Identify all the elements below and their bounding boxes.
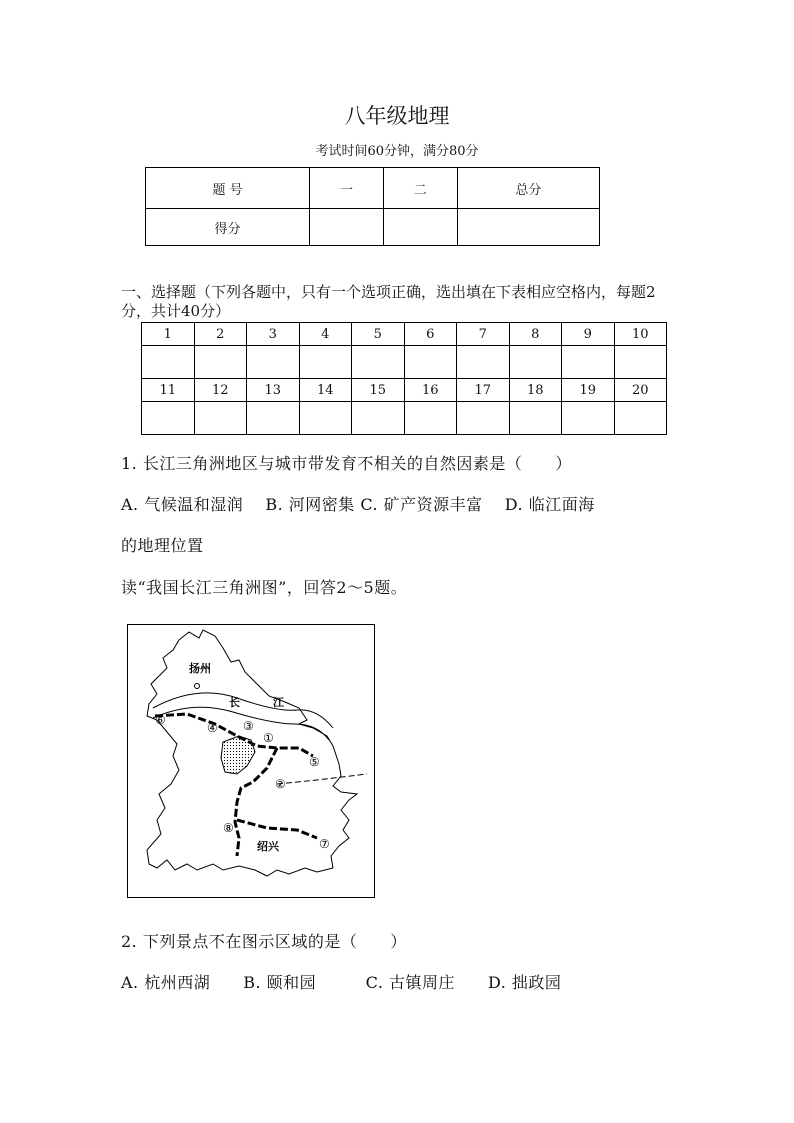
question-number: 2 — [194, 323, 247, 346]
reading-instruction: 读“我国长江三角洲图”，回答2～5题。 — [121, 578, 408, 597]
answer-cell[interactable] — [614, 402, 667, 435]
answer-cell[interactable] — [142, 402, 195, 435]
question-2-options: A. 杭州西湖 B. 颐和园 C. 古镇周庄 D. 拙政园 — [121, 973, 562, 992]
answer-cell[interactable] — [299, 346, 352, 379]
map-label-jiang: 江 — [273, 696, 284, 709]
question-number: 15 — [352, 379, 405, 402]
answer-cell[interactable] — [509, 402, 562, 435]
answer-cell[interactable] — [614, 346, 667, 379]
answer-cell[interactable] — [509, 346, 562, 379]
score-header-cell: 题 号 — [146, 168, 310, 209]
answer-cell[interactable] — [299, 402, 352, 435]
score-row-label: 得分 — [146, 209, 310, 246]
marker-5: ⑤ — [309, 755, 320, 769]
score-cell[interactable] — [383, 209, 457, 246]
marker-3: ③ — [243, 719, 254, 733]
answer-blank-row — [142, 346, 667, 379]
question-number: 16 — [404, 379, 457, 402]
answer-blank-row — [142, 402, 667, 435]
answer-number-row — [142, 323, 667, 346]
question-number: 6 — [404, 323, 457, 346]
question-number: 4 — [299, 323, 352, 346]
question-1-options-cont: 的地理位置 — [121, 536, 204, 555]
answer-cell[interactable] — [247, 402, 300, 435]
marker-4: ④ — [207, 721, 218, 735]
page-title: 八年级地理 — [344, 104, 450, 128]
question-number: 9 — [562, 323, 615, 346]
question-number: 5 — [352, 323, 405, 346]
question-number: 3 — [247, 323, 300, 346]
marker-7: ⑦ — [319, 837, 330, 851]
answer-number-row — [142, 379, 667, 402]
marker-8: ⑧ — [223, 821, 234, 835]
answer-cell[interactable] — [562, 346, 615, 379]
question-number: 20 — [614, 379, 667, 402]
question-number: 7 — [457, 323, 510, 346]
marker-1: ① — [263, 731, 274, 745]
question-number: 18 — [509, 379, 562, 402]
marker-2: ② — [275, 777, 286, 791]
answer-cell[interactable] — [404, 346, 457, 379]
answer-cell[interactable] — [194, 402, 247, 435]
marker-6: ⑥ — [155, 713, 166, 727]
question-number: 12 — [194, 379, 247, 402]
question-number: 10 — [614, 323, 667, 346]
question-number: 14 — [299, 379, 352, 402]
question-2-stem: 2. 下列景点不在图示区域的是（ ） — [121, 932, 407, 951]
answer-table — [141, 322, 667, 435]
map-label-chang: 长 — [229, 696, 240, 709]
exam-info: 考试时间60分钟，满分80分 — [315, 144, 479, 159]
question-number: 19 — [562, 379, 615, 402]
question-number: 17 — [457, 379, 510, 402]
question-number: 13 — [247, 379, 300, 402]
answer-cell[interactable] — [352, 346, 405, 379]
question-1-options: A. 气候温和湿润 B. 河网密集 C. 矿产资源丰富 D. 临江面海 — [121, 495, 595, 514]
answer-cell[interactable] — [247, 346, 300, 379]
score-header-cell: 一 — [310, 168, 384, 209]
answer-cell[interactable] — [194, 346, 247, 379]
score-cell[interactable] — [310, 209, 384, 246]
score-table — [145, 167, 600, 246]
map-label-yangzhou: 扬州 — [189, 662, 211, 675]
map-label-shaoxing: 绍兴 — [257, 840, 279, 853]
score-table-score-row — [146, 209, 600, 246]
question-number: 1 — [142, 323, 195, 346]
question-number: 11 — [142, 379, 195, 402]
map-frame — [128, 625, 375, 898]
section-title: 一、选择题（下列各题中，只有一个选项正确，选出填在下表相应空格内，每题2分，共计40分） — [121, 283, 656, 320]
question-1-stem: 1. 长江三角洲地区与城市带发育不相关的自然因素是（ ） — [121, 454, 572, 473]
score-header-cell: 总分 — [457, 168, 599, 209]
score-table-header-row — [146, 168, 600, 209]
score-cell[interactable] — [457, 209, 599, 246]
answer-cell[interactable] — [352, 402, 405, 435]
answer-cell[interactable] — [457, 402, 510, 435]
question-number: 8 — [509, 323, 562, 346]
answer-cell[interactable] — [457, 346, 510, 379]
answer-cell[interactable] — [404, 402, 457, 435]
yangtze-delta-map — [127, 624, 375, 898]
answer-cell[interactable] — [562, 402, 615, 435]
answer-cell[interactable] — [142, 346, 195, 379]
score-header-cell: 二 — [383, 168, 457, 209]
